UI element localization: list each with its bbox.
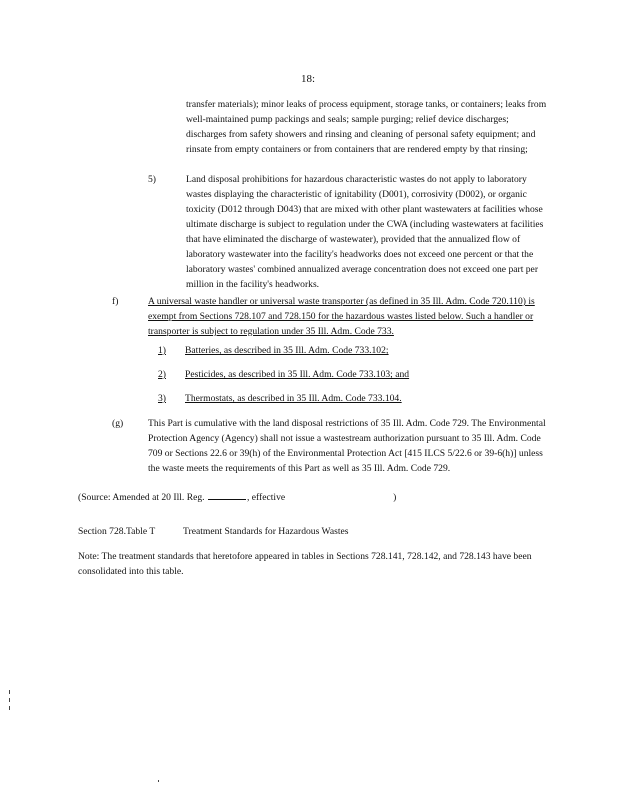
source-suffix: ) [393,492,397,503]
item-g-label: (g) [112,418,124,429]
page-number: 18: [301,73,316,85]
item-f-text: A universal waste handler or universal waste transporter (as defined in 35 Ill. Adm. Code 720.110) is exempt from Sections 728.107 and 728.150 for the hazardous wastes listed below. Such a handler or transporter is subject to regulation under 35 Ill. Adm. Code 733. [148,296,535,337]
item-g-text: This Part is cumulative with the land disposal restrictions of 35 Ill. Adm. Code 729. The Environmental Protection Agency (Agency) shall not issue a wastestream authorization pursuant to 35 Ill. Adm. Code 709 or Sections 22.6 or 39(h) of the Environmental Protection Act [415 ILCS 5/22.6 or 39-6(h)] unless the waste meets the requirements of this Part as well as 35 Ill. Adm. Code 729. [148,418,546,474]
subitem-3-label: 3) [158,393,166,404]
scan-mark [9,706,10,710]
source-middle: , effective [246,492,286,503]
item-5-label: 5) [148,174,156,185]
subitem-2-text: Pesticides, as described in 35 Ill. Adm. Code 733.103; and [185,369,410,380]
scan-mark [9,698,10,702]
subitem-1-text: Batteries, as described in 35 Ill. Adm. Code 733.102; [185,345,389,356]
subitem-1-label: 1) [158,345,166,356]
source-blank [208,489,246,500]
source-line [78,489,508,505]
section-id: Section 728.Table T [78,526,156,537]
item-f-label: f) [112,296,119,307]
item-5-text: Land disposal prohibitions for hazardous characteristic wastes do not apply to laboratory wastes displaying the characteristic of ignitability (D001), corrosivity (D002), or organic toxicity (D012 through D043) that are mixed with other plant wastewaters at facilities whose ultimate discharge is subject to regulation under the CWA (including wastewaters at facilities that have eliminated the discharge of wastewater), provided that the annualized flow of laboratory wastewater into the facility's headworks does not exceed one percent or that the laboratory wastes' combined annualized average concentration does not exceed one part per million in the facility's headworks. [186,174,544,290]
scan-mark [158,780,159,782]
subitem-3-text: Thermostats, as described in 35 Ill. Adm. Code 733.104. [185,393,402,404]
note-paragraph: Note: The treatment standards that heretofore appeared in tables in Sections 728.141, 728.142, and 728.143 have been consolidated into this table. [78,551,532,577]
scan-mark [9,690,10,694]
transfer-paragraph: transfer materials); minor leaks of process equipment, storage tanks, or containers; leaks from well-maintained pump packings and seals; sample purging; relief device discharges; discharges from safety showers and rinsing and cleaning of personal safety equipment; and rinsate from empty containers or from containers that are rendered empty by that rinsing; [186,99,547,155]
section-title: Treatment Standards for Hazardous Wastes [183,526,349,537]
source-prefix: (Source: Amended at 20 Ill. Reg. [78,492,205,503]
subitem-2-label: 2) [158,369,166,380]
